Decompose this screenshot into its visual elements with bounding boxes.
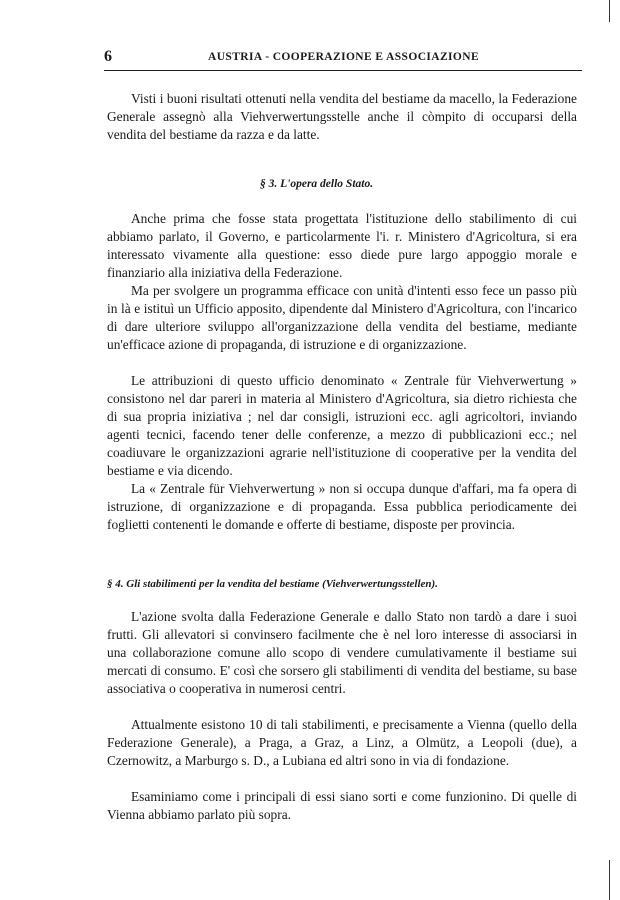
page-header — [104, 48, 582, 71]
paragraph-azione: L'azione svolta dalla Federazione Generale e dallo Stato non tardò a dare i suoi frutti. Gli allevatori si convinsero facilmente che è nel loro interesse di associarsi in una collaborazione comune allo scopo di vendere cumulativamente il bestiame sui mercati di consumo. E' così che sorsero gli stabilimenti di vendita del bestiame, su base associativa o cooperativa in numerosi centri. — [107, 609, 577, 696]
scan-edge-line-bottom — [609, 860, 610, 900]
paragraph-zentrale: La « Zentrale für Viehverwertung » non si occupa dunque d'affari, ma fa opera di istruzione, di organizzazione e di propaganda. Essa pubblica periodicamente dei foglietti contenenti le domande e offerte di bestiame, disposte per provincia. — [107, 481, 577, 532]
paragraph-stabilimenti: Attualmente esistono 10 di tali stabilimenti, e precisamente a Vienna (quello della Federazione Generale), a Praga, a Graz, a Linz, a Olmütz, a Leopoli (due), a Czernowitz, a Marburgo s. D., a Lubiana ed altri sono in via di fondazione. — [107, 717, 577, 768]
scan-edge-line — [609, 0, 610, 22]
paragraph-governo: Anche prima che fosse stata progettata l'istituzione dello stabilimento di cui abbiamo parlato, il Governo, e particolarmente l'i. r. Ministero d'Agricoltura, si era interessato vivamente alla questione: esso diede pure largo appoggio morale e finanziario alla iniziativa della Federazione. — [107, 211, 577, 280]
page-number: 6 — [104, 48, 112, 65]
paragraph-ufficio: Ma per svolgere un programma efficace con unità d'intenti esso fece un passo più in là e istituì un Ufficio apposito, dipendente dal Ministero d'Agricoltura, con l'incarico di dare ulteriore sviluppo all'organizzazione della vendita del bestiame, mediante un'efficace azione di propaganda, di istruzione e di organizzazione. — [107, 283, 577, 352]
section-3-heading: § 3. L'opera dello Stato. — [260, 178, 374, 190]
paragraph-attribuzioni: Le attribuzioni di questo ufficio denominato « Zentrale für Viehverwertung » consistono nel dar pareri in materia al Ministero d'Agricoltura, sia dietro richiesta che di sua propria iniziativa ; nel dar consigli, istruzioni ecc. agli agricoltori, inviando agenti tecnici, facendo tener delle conferenze, a mezzo di pubblicazioni ecc.; nel coadiuvare le organizzazioni agrarie nell'istituzione di cooperative per la vendita del bestiame e via dicendo. — [107, 373, 577, 478]
section-4-heading: § 4. Gli stabilimenti per la vendita del bestiame (Viehverwertungsstellen). — [107, 578, 438, 590]
running-title: AUSTRIA - COOPERAZIONE E ASSOCIAZIONE — [208, 51, 480, 63]
paragraph-viehverwertungsstelle: Visti i buoni risultati ottenuti nella vendita del bestiame da macello, la Federazione Generale assegnò alla Viehverwertungsstelle anche il còmpito di occuparsi della vendita del bestiame da razza e da latte. — [107, 91, 577, 142]
paragraph-esaminiamo: Esaminiamo come i principali di essi siano sorti e come funzionino. Di quelle di Vienna abbiamo parlato più sopra. — [107, 789, 577, 822]
